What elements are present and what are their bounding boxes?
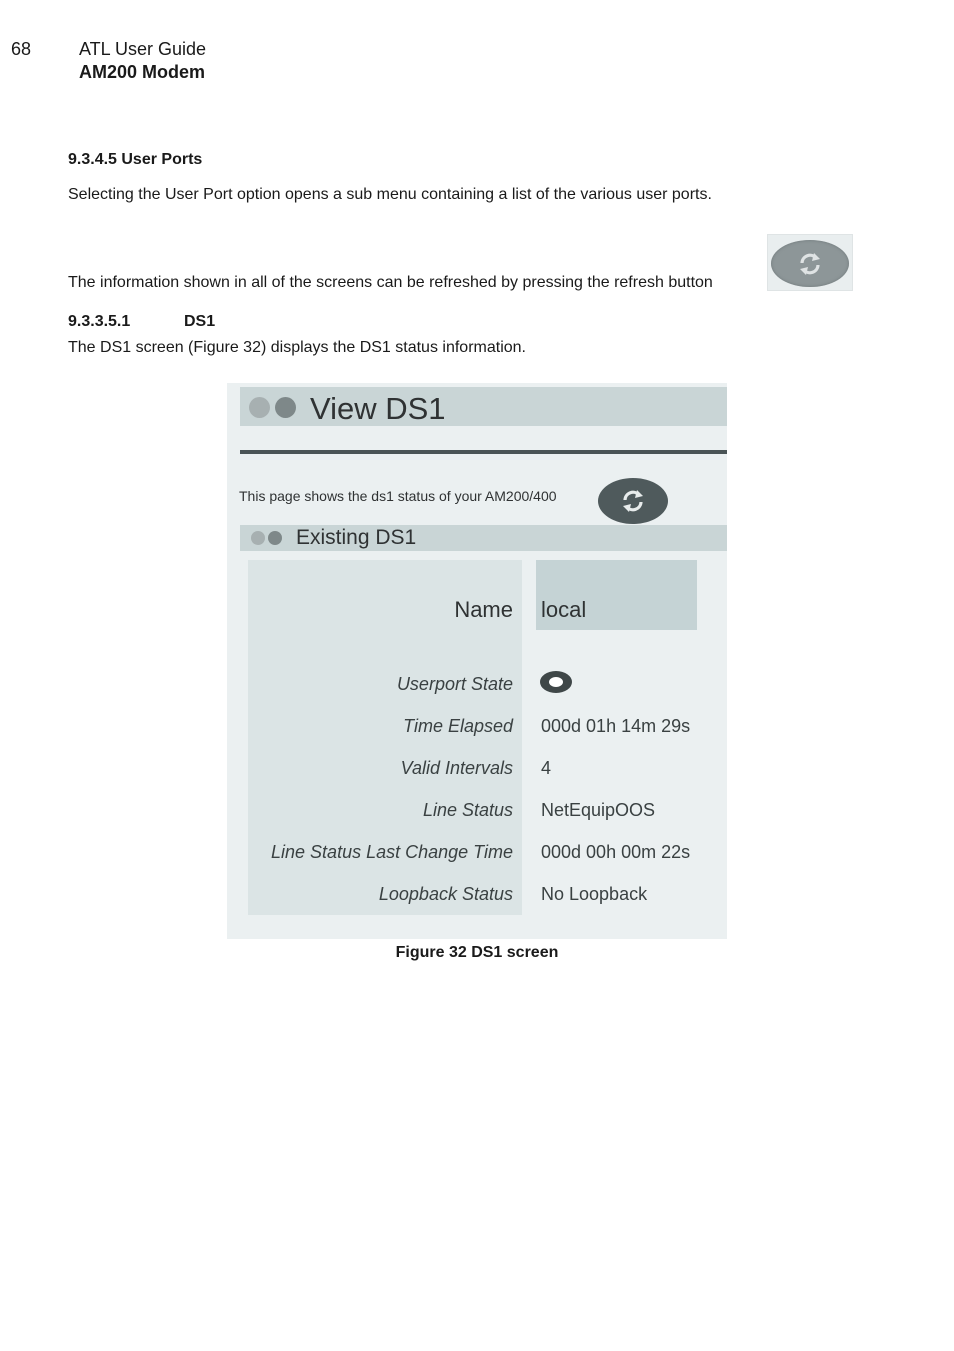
name-label: Name: [454, 597, 513, 622]
screenshot-title: View DS1: [310, 391, 446, 426]
line-status-last-change-value: 000d 00h 00m 22s: [541, 842, 691, 862]
subsection-number: 9.3.3.5.1: [68, 313, 131, 330]
refresh-button-illustration: [767, 234, 853, 291]
section-heading: 9.3.4.5 User Ports: [68, 151, 203, 168]
line-status-label: Line Status: [422, 800, 513, 820]
section-paragraph-1: Selecting the User Port option opens a sub menu containing a list of the various user ports.: [68, 186, 712, 203]
line-status-value: NetEquipOOS: [541, 800, 656, 820]
time-elapsed-value: 000d 01h 14m 29s: [541, 716, 691, 736]
valid-intervals-value: 4: [541, 758, 552, 778]
screenshot-subtitle: Existing DS1: [296, 526, 417, 549]
screenshot-refresh-button[interactable]: [598, 478, 668, 524]
loopback-status-value: No Loopback: [541, 884, 648, 904]
refresh-icon: [795, 249, 825, 279]
userport-state-label: Userport State: [396, 674, 513, 694]
loopback-status-label: Loopback Status: [378, 884, 513, 904]
screenshot-description: This page shows the ds1 status of your AM200/400: [239, 488, 557, 504]
subsection-paragraph: The DS1 screen (Figure 32) displays the DS1 status information.: [68, 339, 526, 356]
line-status-last-change-label: Line Status Last Change Time: [271, 842, 513, 862]
screenshot-subtitle-bar: [240, 525, 727, 551]
valid-intervals-label: Valid Intervals: [400, 758, 513, 778]
refresh-icon: [618, 486, 648, 516]
eye-icon[interactable]: [540, 671, 572, 693]
product-name: AM200 Modem: [79, 62, 206, 82]
guide-title: ATL User Guide: [79, 39, 207, 59]
figure-caption: Figure 32 DS1 screen: [395, 944, 559, 961]
page-number: 68: [11, 39, 32, 59]
name-value: local: [541, 597, 587, 622]
time-elapsed-label: Time Elapsed: [403, 716, 513, 736]
section-paragraph-2: The information shown in all of the screens can be refreshed by pressing the refresh button: [68, 274, 713, 291]
ds1-screenshot: [227, 383, 727, 939]
subsection-title: DS1: [184, 313, 216, 330]
screenshot-divider: [240, 450, 727, 454]
screenshot-title-bar: [240, 387, 727, 426]
